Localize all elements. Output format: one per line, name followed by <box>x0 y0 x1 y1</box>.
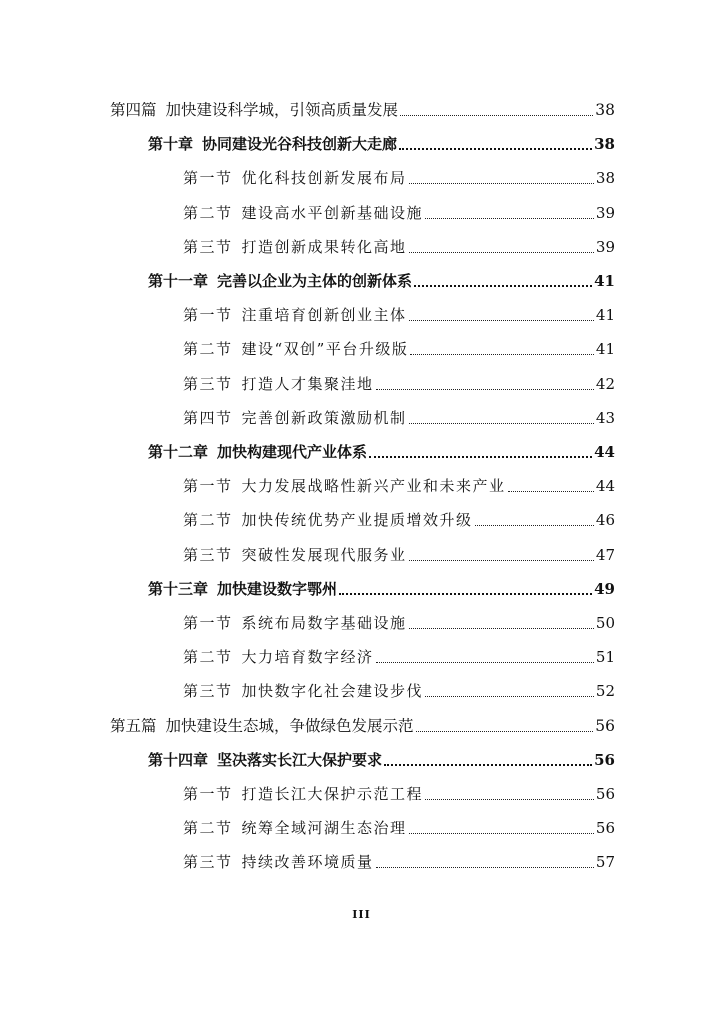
toc-entry-label <box>183 374 374 394</box>
toc-entry-number: 第三节 <box>183 682 233 701</box>
toc-entry-section <box>183 468 615 496</box>
toc-entry-title: 注重培育创新创业主体 <box>241 306 407 325</box>
toc-entry-number: 第二节 <box>183 648 233 667</box>
toc-entry-section <box>183 844 615 872</box>
toc-entry-label <box>183 237 407 257</box>
toc-entry-page: 56 <box>595 716 615 735</box>
toc-entry-title: 突破性发展现代服务业 <box>241 545 407 564</box>
toc-entry-section <box>183 400 615 428</box>
toc-entry-section <box>183 160 615 188</box>
toc-entry-title: 加快建设科学城，引领高质量发展 <box>165 101 399 119</box>
toc-entry-page: 47 <box>595 545 615 564</box>
toc-entry-number: 第十三章 <box>148 579 209 598</box>
toc-entry-title: 加快建设数字鄂州 <box>217 579 338 598</box>
toc-entry-section <box>183 366 615 394</box>
toc-entry-title: 系统布局数字基础设施 <box>241 614 407 632</box>
toc-entry-title: 优化科技创新发展布局 <box>241 169 407 188</box>
toc-entry-number: 第四节 <box>183 408 233 427</box>
toc-entry-title: 统筹全域河湖生态治理 <box>241 819 407 838</box>
dot-leader <box>409 320 594 321</box>
toc-entry-section <box>183 537 615 565</box>
dot-leader <box>399 148 592 150</box>
toc-entry-page: 50 <box>595 614 615 632</box>
toc-entry-number: 第一节 <box>183 785 233 803</box>
toc-entry-label <box>183 613 407 633</box>
toc-entry-label <box>148 271 412 291</box>
toc-entry-label <box>148 442 367 462</box>
toc-entry-section <box>183 502 615 530</box>
dot-leader <box>339 593 592 595</box>
toc-entry-label <box>148 134 397 154</box>
toc-entry-page: 39 <box>595 237 615 256</box>
toc-entry-label <box>183 476 506 496</box>
toc-entry-number: 第一节 <box>183 306 233 325</box>
toc-entry-number: 第二节 <box>183 511 233 530</box>
toc-entry-title: 协同建设光谷科技创新大走廊 <box>202 135 398 154</box>
toc-entry-title: 大力培育数字经济 <box>241 648 374 667</box>
toc-entry-title: 打造创新成果转化高地 <box>241 237 407 256</box>
toc-entry-page: 38 <box>595 169 615 188</box>
dot-leader <box>410 354 594 355</box>
toc-entry-label <box>183 203 423 223</box>
toc-entry-title: 加快建设生态城，争做绿色发展示范 <box>165 716 414 735</box>
toc-entry-section <box>183 673 615 701</box>
toc-entry-chapter <box>148 126 615 154</box>
toc-entry-page: 52 <box>595 682 615 701</box>
toc-entry-page: 56 <box>595 819 615 838</box>
toc-entry-chapter <box>148 571 615 599</box>
toc-entry-number: 第一节 <box>183 169 233 188</box>
toc-entry-part <box>110 708 615 736</box>
toc-entry-page: 46 <box>595 511 615 530</box>
toc-entry-title: 打造人才集聚洼地 <box>241 374 374 393</box>
toc-entry-section <box>183 195 615 223</box>
toc-entry-page: 41 <box>594 272 615 290</box>
toc-entry-chapter <box>148 434 615 462</box>
dot-leader <box>414 285 592 287</box>
toc-entry-label <box>183 818 407 838</box>
toc-entry-title: 完善创新政策激励机制 <box>241 408 407 427</box>
toc-entry-label <box>148 579 337 599</box>
toc-entry-title: 加快传统优势产业提质增效升级 <box>241 511 473 530</box>
toc-entry-label <box>183 784 423 804</box>
toc-entry-page: 38 <box>594 135 615 154</box>
dot-leader <box>425 799 594 800</box>
toc-entry-number: 第五篇 <box>110 716 157 735</box>
toc-entry-number: 第十章 <box>148 135 194 154</box>
toc-entry-label <box>183 510 473 530</box>
toc-entry-title: 打造长江大保护示范工程 <box>241 785 424 803</box>
toc-entry-number: 第二节 <box>183 819 233 838</box>
toc-entry-page: 41 <box>595 306 615 325</box>
toc-entry-section <box>183 229 615 257</box>
toc-entry-title: 加快数字化社会建设步伐 <box>241 682 424 701</box>
toc-entry-page: 49 <box>594 579 615 598</box>
toc-entry-chapter <box>148 742 615 770</box>
toc-entry-page: 56 <box>595 785 615 803</box>
toc-entry-label <box>183 647 374 667</box>
toc-entry-title: 大力发展战略性新兴产业和未来产业 <box>241 477 506 496</box>
dot-leader <box>376 662 594 663</box>
dot-leader <box>409 423 594 424</box>
toc-entry-title: 完善以企业为主体的创新体系 <box>217 272 413 290</box>
toc-entry-number: 第三节 <box>183 545 233 564</box>
toc-entry-label <box>183 545 407 565</box>
toc-entry-label <box>183 408 407 428</box>
toc-entry-label <box>183 681 423 701</box>
toc-entry-number: 第一节 <box>183 614 233 632</box>
toc-entry-title: 加快构建现代产业体系 <box>217 443 368 461</box>
toc-entry-title: 建设高水平创新基础设施 <box>241 203 424 222</box>
toc-entry-number: 第十四章 <box>148 750 209 769</box>
toc-entry-section <box>183 776 615 804</box>
toc-entry-page: 56 <box>594 750 615 769</box>
dot-leader <box>376 389 594 390</box>
dot-leader <box>409 183 594 184</box>
toc-entry-number: 第二节 <box>183 340 233 359</box>
toc-entry-page: 51 <box>595 648 615 667</box>
dot-leader <box>409 833 594 834</box>
dot-leader <box>409 628 594 629</box>
toc-entry-page: 44 <box>595 477 615 496</box>
toc-entry-page: 39 <box>595 203 615 222</box>
toc-entry-title: 持续改善环境质量 <box>241 853 374 872</box>
toc-entry-section <box>183 810 615 838</box>
toc-entry-section <box>183 639 615 667</box>
toc-entry-chapter <box>148 263 615 291</box>
toc-entry-page: 42 <box>595 374 615 393</box>
toc-entry-number: 第三节 <box>183 374 233 393</box>
toc-entry-number: 第四篇 <box>110 101 157 119</box>
page-number: III <box>352 908 371 921</box>
dot-leader <box>409 252 594 253</box>
toc-entry-section <box>183 297 615 325</box>
dot-leader <box>475 525 594 526</box>
toc-entry-number: 第三节 <box>183 853 233 872</box>
toc-entry-label <box>183 305 407 325</box>
toc-entry-title: 坚决落实长江大保护要求 <box>217 750 383 769</box>
dot-leader <box>425 218 594 219</box>
dot-leader <box>376 867 594 868</box>
toc-entry-number: 第一节 <box>183 477 233 496</box>
toc-entry-number: 第十一章 <box>148 272 209 290</box>
toc-entry-label <box>183 339 408 359</box>
toc-entry-title: 建设“双创”平台升级版 <box>241 340 409 359</box>
toc-entry-section <box>183 331 615 359</box>
toc-entry-label <box>183 852 374 872</box>
toc-entry-label <box>110 100 398 120</box>
dot-leader <box>416 731 594 732</box>
dot-leader <box>409 560 594 561</box>
toc-entry-number: 第三节 <box>183 237 233 256</box>
toc-entry-page: 44 <box>594 443 615 461</box>
toc-entry-part <box>110 92 615 120</box>
toc-entry-section <box>183 605 615 633</box>
toc-entry-page: 57 <box>595 853 615 872</box>
dot-leader <box>369 456 592 458</box>
dot-leader <box>384 764 592 766</box>
toc-entry-page: 38 <box>595 101 615 119</box>
toc-entry-label <box>148 750 382 770</box>
toc-entry-label <box>183 168 407 188</box>
toc-entry-number: 第十二章 <box>148 443 209 461</box>
toc-entry-page: 41 <box>595 340 615 359</box>
toc-entry-label <box>110 716 414 736</box>
toc-entry-page: 43 <box>595 408 615 427</box>
dot-leader <box>508 491 594 492</box>
dot-leader <box>400 115 593 116</box>
toc-entry-number: 第二节 <box>183 203 233 222</box>
dot-leader <box>425 696 594 697</box>
